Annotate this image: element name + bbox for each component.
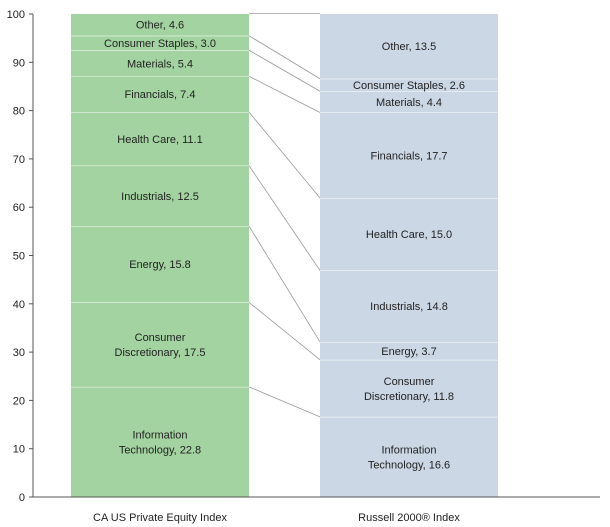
segment-label-russell-2000-energy: [381, 346, 436, 358]
segment-label-line: Consumer: [383, 375, 435, 388]
segment-label-line: Other, 13.5: [381, 41, 437, 54]
y-tick-label: 50: [12, 250, 25, 263]
bar-segment-russell-2000-consumer-discretionary: [320, 360, 498, 417]
segment-label-line: Health Care, 15.0: [365, 229, 453, 242]
y-tick-label: 40: [12, 298, 25, 311]
segment-label-line: Information: [132, 429, 188, 442]
segment-label-private-equity-health-care: [117, 134, 202, 146]
y-tick-label: 100: [6, 9, 25, 21]
segment-label-line: Energy, 3.7: [381, 345, 437, 358]
connector-line: [249, 76, 320, 112]
connector-line: [249, 387, 320, 417]
segment-label-line: Industrials, 14.8: [370, 301, 448, 314]
connector-line: [249, 112, 320, 198]
segment-label-line: Consumer Staples, 3.0: [104, 37, 216, 50]
category-label: Russell 2000® Index: [358, 512, 460, 524]
connector-line: [249, 166, 320, 271]
y-tick-label: 30: [12, 347, 25, 360]
segment-label-line: Information: [381, 444, 437, 457]
segment-label-russell-2000-health-care: [366, 229, 452, 241]
y-tick-label: 70: [12, 153, 25, 166]
segment-label-line: Discretionary, 17.5: [114, 347, 206, 360]
connector-line: [249, 36, 320, 79]
segment-label-line: Energy, 15.8: [129, 259, 191, 272]
connector-line: [249, 226, 320, 342]
segment-label-private-equity-materials: [127, 58, 193, 70]
segment-label-line: Materials, 4.4: [375, 96, 443, 109]
y-tick-label: 10: [12, 443, 25, 456]
y-tick-label: 20: [12, 395, 25, 408]
segment-label-line: Materials, 5.4: [126, 58, 194, 71]
segment-label-russell-2000-consumer-staples: [353, 80, 465, 92]
segment-label-private-equity-energy: [129, 259, 191, 271]
segment-label-private-equity-other: [136, 20, 184, 32]
bar-segment-private-equity-consumer-discretionary: [71, 302, 249, 387]
segment-label-line: Technology, 16.6: [367, 459, 451, 472]
segment-label-line: Consumer Staples, 2.6: [353, 80, 465, 93]
segment-label-line: Technology, 22.8: [118, 444, 202, 457]
y-tick-label: 0: [18, 492, 25, 504]
segment-label-line: Industrials, 12.5: [121, 190, 199, 203]
segment-label-private-equity-industrials: [121, 191, 199, 203]
y-tick-label: 60: [12, 202, 25, 215]
y-axis: [7, 9, 33, 504]
segment-label-line: Financials, 17.7: [370, 150, 448, 163]
category-axis: [33, 497, 600, 524]
segment-label-private-equity-financials: [125, 89, 196, 101]
segment-label-russell-2000-financials: [370, 150, 447, 162]
bar-segment-private-equity-information-technology: [71, 387, 249, 497]
segment-label-line: Other, 4.6: [135, 19, 185, 32]
segment-label-russell-2000-other: [382, 41, 436, 53]
segment-label-line: Consumer: [134, 332, 186, 345]
segment-label-russell-2000-materials: [376, 97, 442, 109]
y-tick-label: 80: [12, 105, 25, 118]
segment-label-line: Discretionary, 11.8: [363, 390, 455, 403]
connector-lines: [249, 14, 320, 417]
bar-segment-russell-2000-information-technology: [320, 417, 498, 497]
segment-label-russell-2000-industrials: [370, 301, 448, 313]
category-label: CA US Private Equity Index: [93, 512, 227, 524]
segment-label-line: Health Care, 11.1: [117, 133, 203, 146]
segment-label-line: Financials, 7.4: [124, 89, 196, 102]
segment-label-private-equity-consumer-staples: [104, 38, 216, 50]
connector-line: [249, 50, 320, 91]
connector-line: [249, 302, 320, 359]
y-tick-label: 90: [12, 57, 25, 70]
